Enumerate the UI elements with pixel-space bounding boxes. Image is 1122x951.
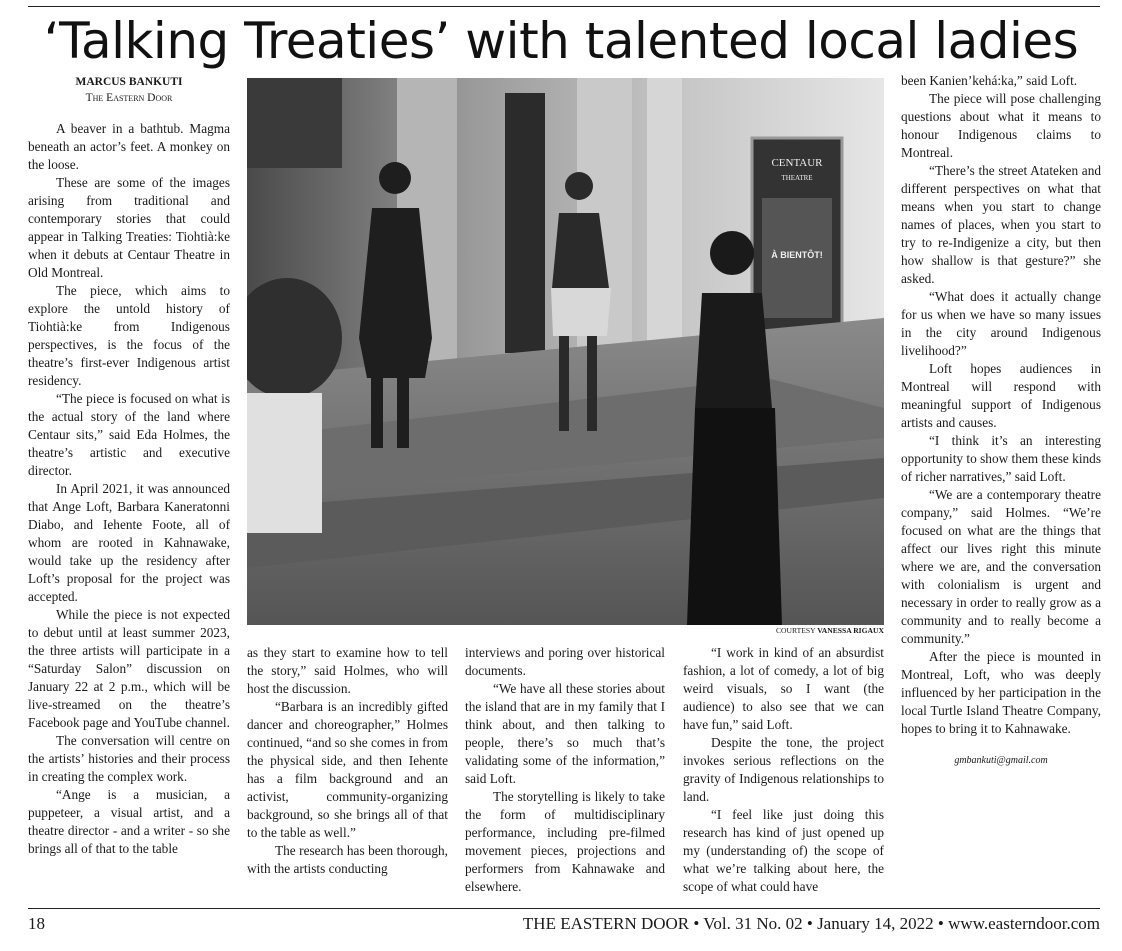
- article-column-5: [901, 72, 1101, 770]
- paragraph: The storytelling is likely to take the form of multidisciplinary performance, including pre-filmed movement pieces, projections and performers from Kahnawake and elsewhere.: [465, 789, 665, 894]
- footer-masthead: THE EASTERN DOOR • Vol. 31 No. 02 • January 14, 2022 • www.easterndoor.com: [522, 914, 1100, 933]
- byline-author: MARCUS BANKUTI: [75, 76, 183, 88]
- credit-prefix: COURTESY: [775, 626, 816, 635]
- paragraph: These are some of the images arising from traditional and contemporary stories that could appear in Talking Treaties: Tiohtià:ke when it debuts at Centaur Theatre in Old Montreal.: [28, 175, 230, 280]
- top-rule: [28, 6, 1100, 7]
- headline: ‘Talking Treaties’ with talented local ladies: [43, 12, 1079, 70]
- paragraph: A beaver in a bathtub. Magma beneath an actor’s feet. A monkey on the loose.: [28, 121, 230, 172]
- page-number: 18: [28, 914, 45, 933]
- paragraph: The piece, which aims to explore the untold history of Tiohtià:ke from Indigenous perspectives, is the focus of the theatre’s first-ever Indigenous artist residency.: [28, 283, 230, 388]
- sign-subtitle: THEATRE: [781, 174, 813, 182]
- paragraph: as they start to examine how to tell the story,” said Holmes, who will host the discussion.: [247, 645, 448, 696]
- byline-publication: The Eastern Door: [85, 92, 173, 104]
- paragraph: The conversation will centre on the artists’ histories and their process in creating the complex work.: [28, 733, 230, 784]
- paragraph: While the piece is not expected to debut until at least summer 2023, the three artists will participate in a “Saturday Salon” discussion on January 22 at 2 p.m., which will be live-streamed on the theatre’s Facebook page and YouTube channel.: [28, 607, 230, 730]
- sign-title: CENTAUR: [771, 157, 823, 169]
- credit-name: VANESSA RIGAUX: [817, 626, 884, 635]
- paragraph: “We are a contemporary theatre company,” said Holmes. “We’re focused on what are the things that affect our lives right this minute where we are, and the conversation with colonialism is urgent and necessary in order to really grow as a community and to really become a community.”: [901, 487, 1101, 646]
- column-5-body: [901, 72, 1101, 738]
- article-column-1: [28, 74, 230, 858]
- paragraph: “Barbara is an incredibly gifted dancer and choreographer,” Holmes continued, “and so she comes in from the physical side, and then Iehente has a film background and an activist, community-organizing background, so she brings all of that to the table as well.”: [247, 699, 448, 840]
- byline: [28, 74, 230, 106]
- bottom-rule: [28, 908, 1100, 909]
- paragraph: Loft hopes audiences in Montreal will respond with meaningful support of Indigenous artists and causes.: [901, 361, 1101, 430]
- paragraph: The piece will pose challenging questions about what it means to honour Indigenous claims to Montreal.: [901, 91, 1101, 160]
- article-column-4: [683, 644, 884, 896]
- photo-credit: [620, 626, 884, 636]
- article-column-3: [465, 644, 665, 896]
- article-column-2: [247, 644, 448, 878]
- photo-illustration: [247, 78, 884, 625]
- author-email: gmbankuti@gmail.com: [954, 755, 1048, 766]
- paragraph: “We have all these stories about the island that are in my family that I think about, and then talking to people, there’s so much that’s validating some of the information,” said Loft.: [465, 681, 665, 786]
- paragraph: The research has been thorough, with the artists conducting: [247, 843, 448, 876]
- paragraph: “There’s the street Atateken and different perspectives on what that means when you start to change names of places, when you start to try to re-Indigenize a city, but then how shallow is that gesture?” she asked.: [901, 163, 1101, 286]
- paragraph: “I think it’s an interesting opportunity to show them these kinds of richer narratives,” said Loft.: [901, 433, 1101, 484]
- paragraph: In April 2021, it was announced that Ange Loft, Barbara Kaneratonni Diabo, and Iehente Foote, all of whom are rooted in Kahnawake, would take up the residency after Loft’s proposal for the project was accepted.: [28, 481, 230, 604]
- paragraph: interviews and poring over historical documents.: [465, 645, 665, 678]
- paragraph: “The piece is focused on what is the actual story of the land where Centaur sits,” said Eda Holmes, the theatre’s artistic and executive director.: [28, 391, 230, 478]
- column-1-body: [28, 120, 230, 858]
- paragraph: Despite the tone, the project invokes serious reflections on the gravity of Indigenous relationships to land.: [683, 735, 884, 804]
- paragraph: “Ange is a musician, a puppeteer, a visual artist, and a theatre director - and a writer - so she brings all of that to the table: [28, 787, 230, 856]
- paragraph: “I work in kind of an absurdist fashion, a lot of comedy, a lot of big weird visuals, so I want (the audience) to also see that we can have fun,” said Loft.: [683, 645, 884, 732]
- paragraph: been Kanien’kehá:ka,” said Loft.: [901, 73, 1078, 88]
- paragraph: “I feel like just doing this research has kind of just opened up my (understanding of) the scope of what we’re talking about here, the scope of what could have: [683, 807, 884, 894]
- paragraph: After the piece is mounted in Montreal, Loft, who was deeply influenced by her participation in the local Turtle Island Theatre Company, hopes to bring it to Kahnawake.: [901, 649, 1101, 736]
- poster-text: À BIENTÔT!: [771, 250, 823, 260]
- article-photo: [247, 78, 884, 625]
- paragraph: “What does it actually change for us when we have so many issues in the city around Indigenous livelihood?”: [901, 289, 1101, 358]
